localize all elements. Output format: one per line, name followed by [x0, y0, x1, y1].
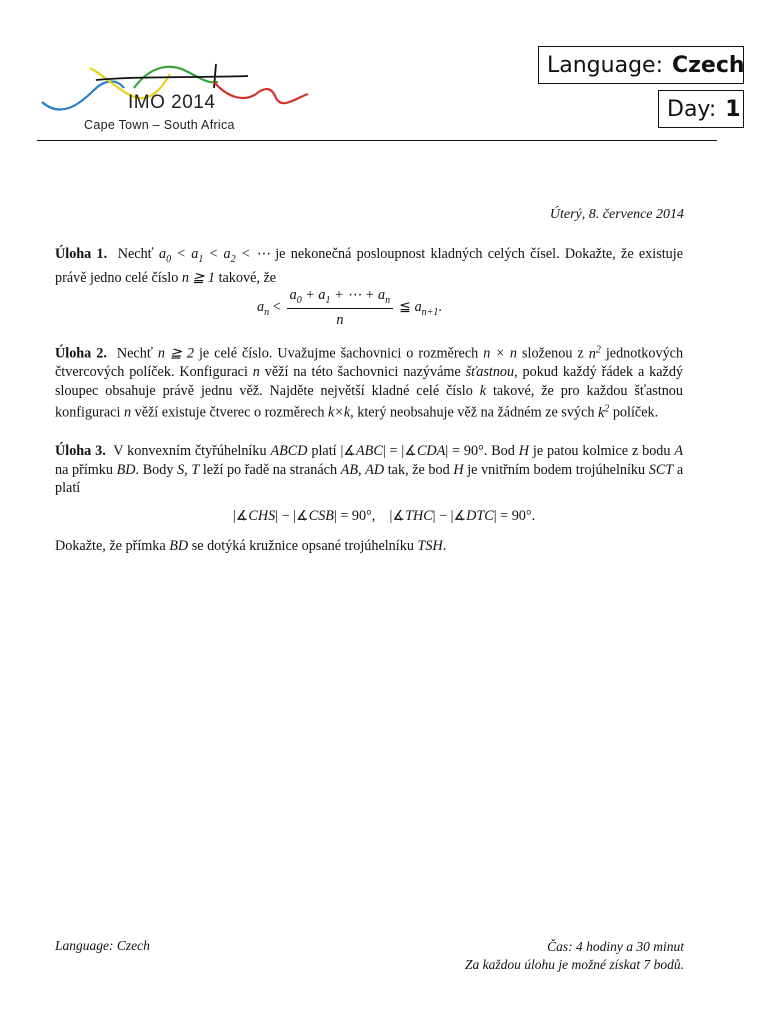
problem-3: Úloha 3. V konvexním čtyřúhelníku ABCD platí |∡ABC| = |∡CDA| = 90°. Bod H je patou kolmice z bodu A na přímku BD. Body S, T leží po řadě na stranách AB, AD tak, že bod H je vnitřním bodem trojúhelníku SCT a platí [55, 443, 684, 496]
footer-points: Za každou úlohu je možné získat 7 bodů. [465, 957, 684, 972]
problem-3-text: a platí [55, 461, 684, 496]
problem-2-text: takové, že pro každou šťastnou konfiguraci [55, 382, 683, 421]
problem-3-conclusion: Dokažte, že přímka BD se dotýká kružnice opsané trojúhelníku TSH. [55, 538, 447, 554]
problem-2-text: je celé číslo. Uvažujme šachovnici o rozměrech [198, 345, 479, 362]
math-sequence: $a_0 < a_1 < a_2$ < ⋯ [159, 246, 270, 265]
problem-2-text: jednotkových čtvercových políček. Konfiguraci [55, 345, 684, 381]
problem-3-text: na přímku [55, 461, 113, 478]
problem-1-text: je nekonečná posloupnost kladných celých čísel. Dokažte, že existuje právě jedno celé číslo [55, 246, 684, 287]
footer-language: Language: Czech [55, 938, 150, 953]
day-label: Day: [667, 96, 717, 122]
problem-2-text: , pokud každý řádek a každý sloupec obsahuje právě jednu věž. Najděte největší kladné celé číslo [55, 364, 684, 399]
problem-1-text: Nechť [117, 246, 154, 262]
problem-2-text: políček. [612, 404, 659, 421]
day-box [658, 90, 744, 128]
problem-1-label: Úloha 1. [55, 246, 108, 262]
imo-logo [38, 58, 318, 140]
problem-3-text: je vnitřním bodem trojúhelníku [467, 461, 646, 478]
problem-3-text: . Bod [483, 443, 515, 459]
problem-2-text: složenou z [522, 345, 584, 362]
problem-3-text: platí [311, 443, 337, 459]
problem-3-formula: |∡CHS| − |∡CSB| = 90°, |∡THC| − |∡DTC| = 90°. [232, 508, 536, 524]
language-value: Czech [671, 52, 745, 78]
problem-3-text: . Body [135, 461, 174, 478]
header-rule [37, 140, 717, 141]
logo-subtitle: Cape Town – South Africa [84, 118, 235, 132]
problem-1-text: takové, že [218, 270, 277, 287]
problem-2-emphasis: šťastnou [465, 364, 515, 381]
problem-1 [55, 245, 683, 288]
problem-1-formula: $a_n$ < $\frac{a_0 + a_1 + \cdots + a_n}{n}$ ≦ $a_{n+1}$ . [257, 287, 442, 328]
problem-2: Úloha 2. Nechť n ≧ 2 je celé číslo. Uvažujme šachovnici o rozměrech n × n složenou z $n^2$ jednotkových čtvercových políček. Konfiguraci n věží na této šachovnici nazýváme šťastnou, pokud každý řádek a každý sloupec obsahuje právě jednu věž. Najděte největší kladné celé číslo k takové, že pro každou šťastnou konfiguraci n věží existuje čtverec o rozměrech k×k, který neobsahuje věž na žádném ze svých $k^2$ políček. [55, 344, 684, 421]
problem-3-text: je patou kolmice z bodu [532, 443, 671, 459]
language-label: Language: [547, 52, 663, 78]
problem-3-label: Úloha 3. [55, 443, 106, 459]
exam-date: Úterý, 8. července 2014 [549, 207, 684, 222]
problem-3-text: leží po řadě na stranách [202, 461, 338, 478]
math-n-geq-1: n ≧ 1 [181, 270, 216, 287]
day-value: 1 [725, 96, 741, 122]
logo-title: IMO 2014 [128, 92, 216, 113]
problem-3-text: tak, že bod [387, 461, 450, 478]
language-box [538, 46, 744, 84]
problem-2-text: věží na této šachovnici nazýváme [264, 364, 461, 381]
problem-2-text: Nechť [116, 345, 153, 362]
problem-3-text: V konvexním čtyřúhelníku [113, 443, 267, 459]
problem-2-text: věží existuje čtverec o rozměrech [134, 404, 325, 421]
problem-2-label: Úloha 2. [55, 345, 107, 362]
footer-time: Čas: 4 hodiny a 30 minut [547, 939, 684, 954]
footer-info [465, 938, 684, 974]
problem-2-text: , který neobsahuje věž na žádném ze svých [350, 404, 595, 421]
